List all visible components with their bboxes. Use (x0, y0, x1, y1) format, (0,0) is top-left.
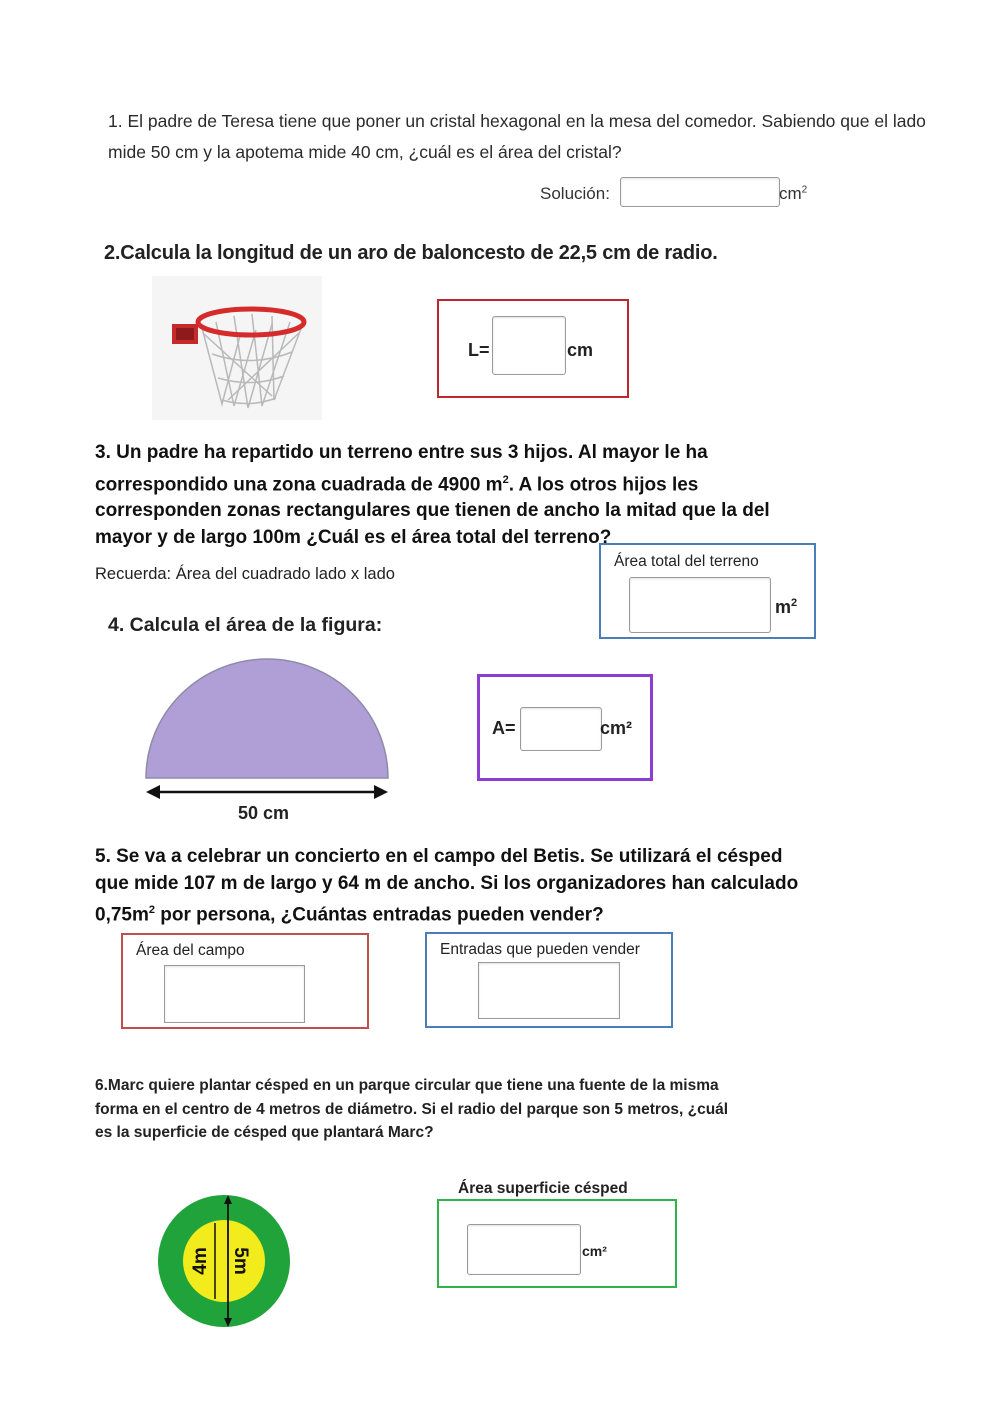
question-1-number: 1. (108, 111, 123, 131)
q6-line-2: forma en el centro de 4 metros de diámetro. Si el radio del parque son 5 metros, ¿cuál (95, 1100, 729, 1118)
q4-unit: cm² (600, 718, 633, 738)
q4-answer-label: A= (492, 718, 516, 738)
q3-line-3: corresponden zonas rectangulares que tienen de ancho la mitad que la del (95, 500, 770, 522)
q2-unit: cm (567, 340, 594, 360)
q3-line-2: correspondido una zona cuadrada de 4900 $m^2$. A los otros hijos les (95, 473, 699, 495)
q3-unit: $m^2$ (775, 597, 798, 617)
question-5-text (95, 844, 875, 929)
q2-answer-input[interactable] (492, 316, 566, 375)
q5-tickets-input[interactable] (478, 962, 620, 1019)
q3-box-label: Área total del terreno (614, 553, 759, 570)
circular-park-figure (155, 1193, 295, 1333)
q5-line-2: que mide 107 m de largo y 64 m de ancho. Si los organizadores han calculado (95, 872, 799, 894)
q6-inner-label: 4m (190, 1247, 211, 1275)
dimension-arrow-right-icon (374, 785, 388, 799)
basketball-hoop-image (152, 276, 322, 420)
solution-label: Solución: (540, 184, 610, 203)
question-2-title: 2.Calcula la longitud de un aro de baloncesto de 22,5 cm de radio. (104, 242, 718, 264)
question-3-text (95, 440, 855, 551)
q4-dimension-label: 50 cm (238, 803, 290, 823)
q1-answer-input[interactable] (620, 177, 780, 207)
q3-line-1: 3. Un padre ha repartido un terreno entre sus 3 hijos. Al mayor le ha (95, 442, 708, 463)
q3-answer-input[interactable] (629, 577, 771, 633)
q6-answer-input[interactable] (467, 1224, 581, 1275)
q6-line-1: 6.Marc quiere plantar césped en un parque circular que tiene una fuente de la misma (95, 1077, 719, 1094)
q3-hint: Recuerda: Área del cuadrado lado x lado (95, 565, 395, 583)
q5-box1-label: Área del campo (136, 942, 245, 959)
q5-line-1: 5. Se va a celebrar un concierto en el campo del Betis. Se utilizará el césped (95, 846, 783, 867)
q5-box2-label: Entradas que pueden vender (440, 941, 640, 958)
q5-field-area-input[interactable] (164, 965, 305, 1023)
q6-box-label: Área superficie césped (458, 1180, 628, 1197)
dimension-arrow-left-icon (146, 785, 160, 799)
question-4-title: 4. Calcula el área de la figura: (108, 614, 383, 636)
question-1-text (108, 106, 958, 168)
q3-line-4: mayor y de largo 100m ¿Cuál es el área total del terreno? (95, 526, 612, 548)
q1-unit: $cm^2$ (779, 184, 808, 203)
basketball-hoop-icon (152, 276, 322, 420)
question-6-text (95, 1074, 855, 1145)
q6-line-3: es la superficie de césped que plantará Marc? (95, 1124, 434, 1141)
q6-unit: cm² (582, 1243, 607, 1259)
q4-answer-input[interactable] (520, 707, 602, 751)
q6-outer-label: 5m (230, 1247, 251, 1275)
q5-line-3: $0,75m^2$ por persona, ¿Cuántas entradas pueden vender? (95, 904, 604, 926)
semicircle-shape (146, 659, 388, 778)
q2-answer-label: L= (468, 340, 490, 360)
question-1-body: El padre de Teresa tiene que poner un cristal hexagonal en la mesa del comedor. Sabiendo que el lado mide 50 cm y la apotema mide 40 cm, ¿cuál es el área del cristal? (108, 111, 926, 162)
